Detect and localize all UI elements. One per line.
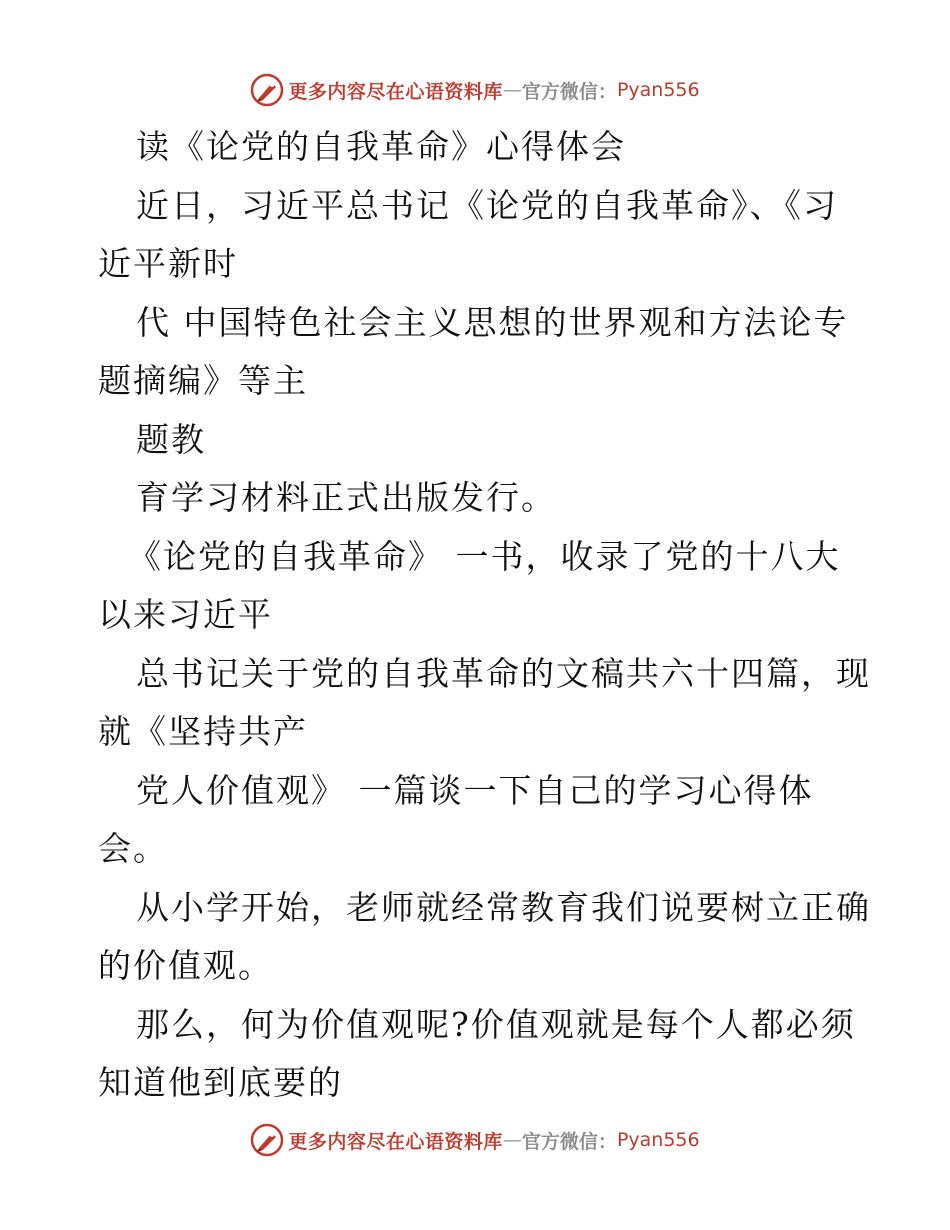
banner-wechat-id: Pyan556 (616, 1129, 700, 1151)
banner-wechat-id: Pyan556 (616, 79, 700, 101)
paragraph-line: 知道他到底要的 (98, 1063, 343, 1102)
document-body (98, 118, 871, 1113)
paragraph-line: 题教 (136, 419, 206, 459)
paragraph-line: 近日，习近平总书记《论党的自我革命》、《习 (136, 185, 838, 225)
paragraph-line: 党人价值观》 一篇谈一下自己的学习心得体 (136, 770, 814, 810)
paragraph-line: 从小学开始，老师就经常教育我们说要树立正确 (136, 887, 871, 927)
paragraph-line: 《论党的自我革命》 一书，收录了党的十八大 (128, 536, 841, 576)
banner-main-text: 更多内容尽在心语资料库 (288, 1130, 503, 1153)
banner-dash: — (502, 79, 522, 101)
paragraph-line: 的价值观。 (98, 946, 273, 985)
pen-logo-icon (250, 1123, 284, 1157)
paragraph-line: 会。 (98, 829, 168, 868)
paragraph-line: 总书记关于党的自我革命的文稿共六十四篇，现 (136, 653, 871, 693)
paragraph-line: 育学习材料正式出版发行。 (136, 478, 556, 517)
paragraph-line: 那么，何为价值观呢?价值观就是每个人都必须 (136, 1004, 856, 1044)
banner-sub-text: 官方微信： (521, 80, 617, 103)
paragraph-line: 就《坚持共产 (98, 712, 308, 751)
paragraph-line: 代 中国特色社会主义思想的世界观和方法论专 (136, 302, 849, 342)
pen-logo-icon (250, 73, 284, 107)
header-banner (0, 70, 950, 110)
banner-dash: — (502, 1129, 522, 1151)
footer-banner (0, 1120, 950, 1160)
banner-main-text: 更多内容尽在心语资料库 (288, 80, 503, 103)
banner-sub-text: 官方微信： (521, 1130, 617, 1153)
paragraph-line: 题摘编》等主 (98, 361, 308, 400)
paragraph-line: 以来习近平 (98, 595, 273, 634)
paragraph-line: 近平新时 (98, 244, 238, 283)
document-title: 读《论党的自我革命》心得体会 (136, 127, 626, 166)
